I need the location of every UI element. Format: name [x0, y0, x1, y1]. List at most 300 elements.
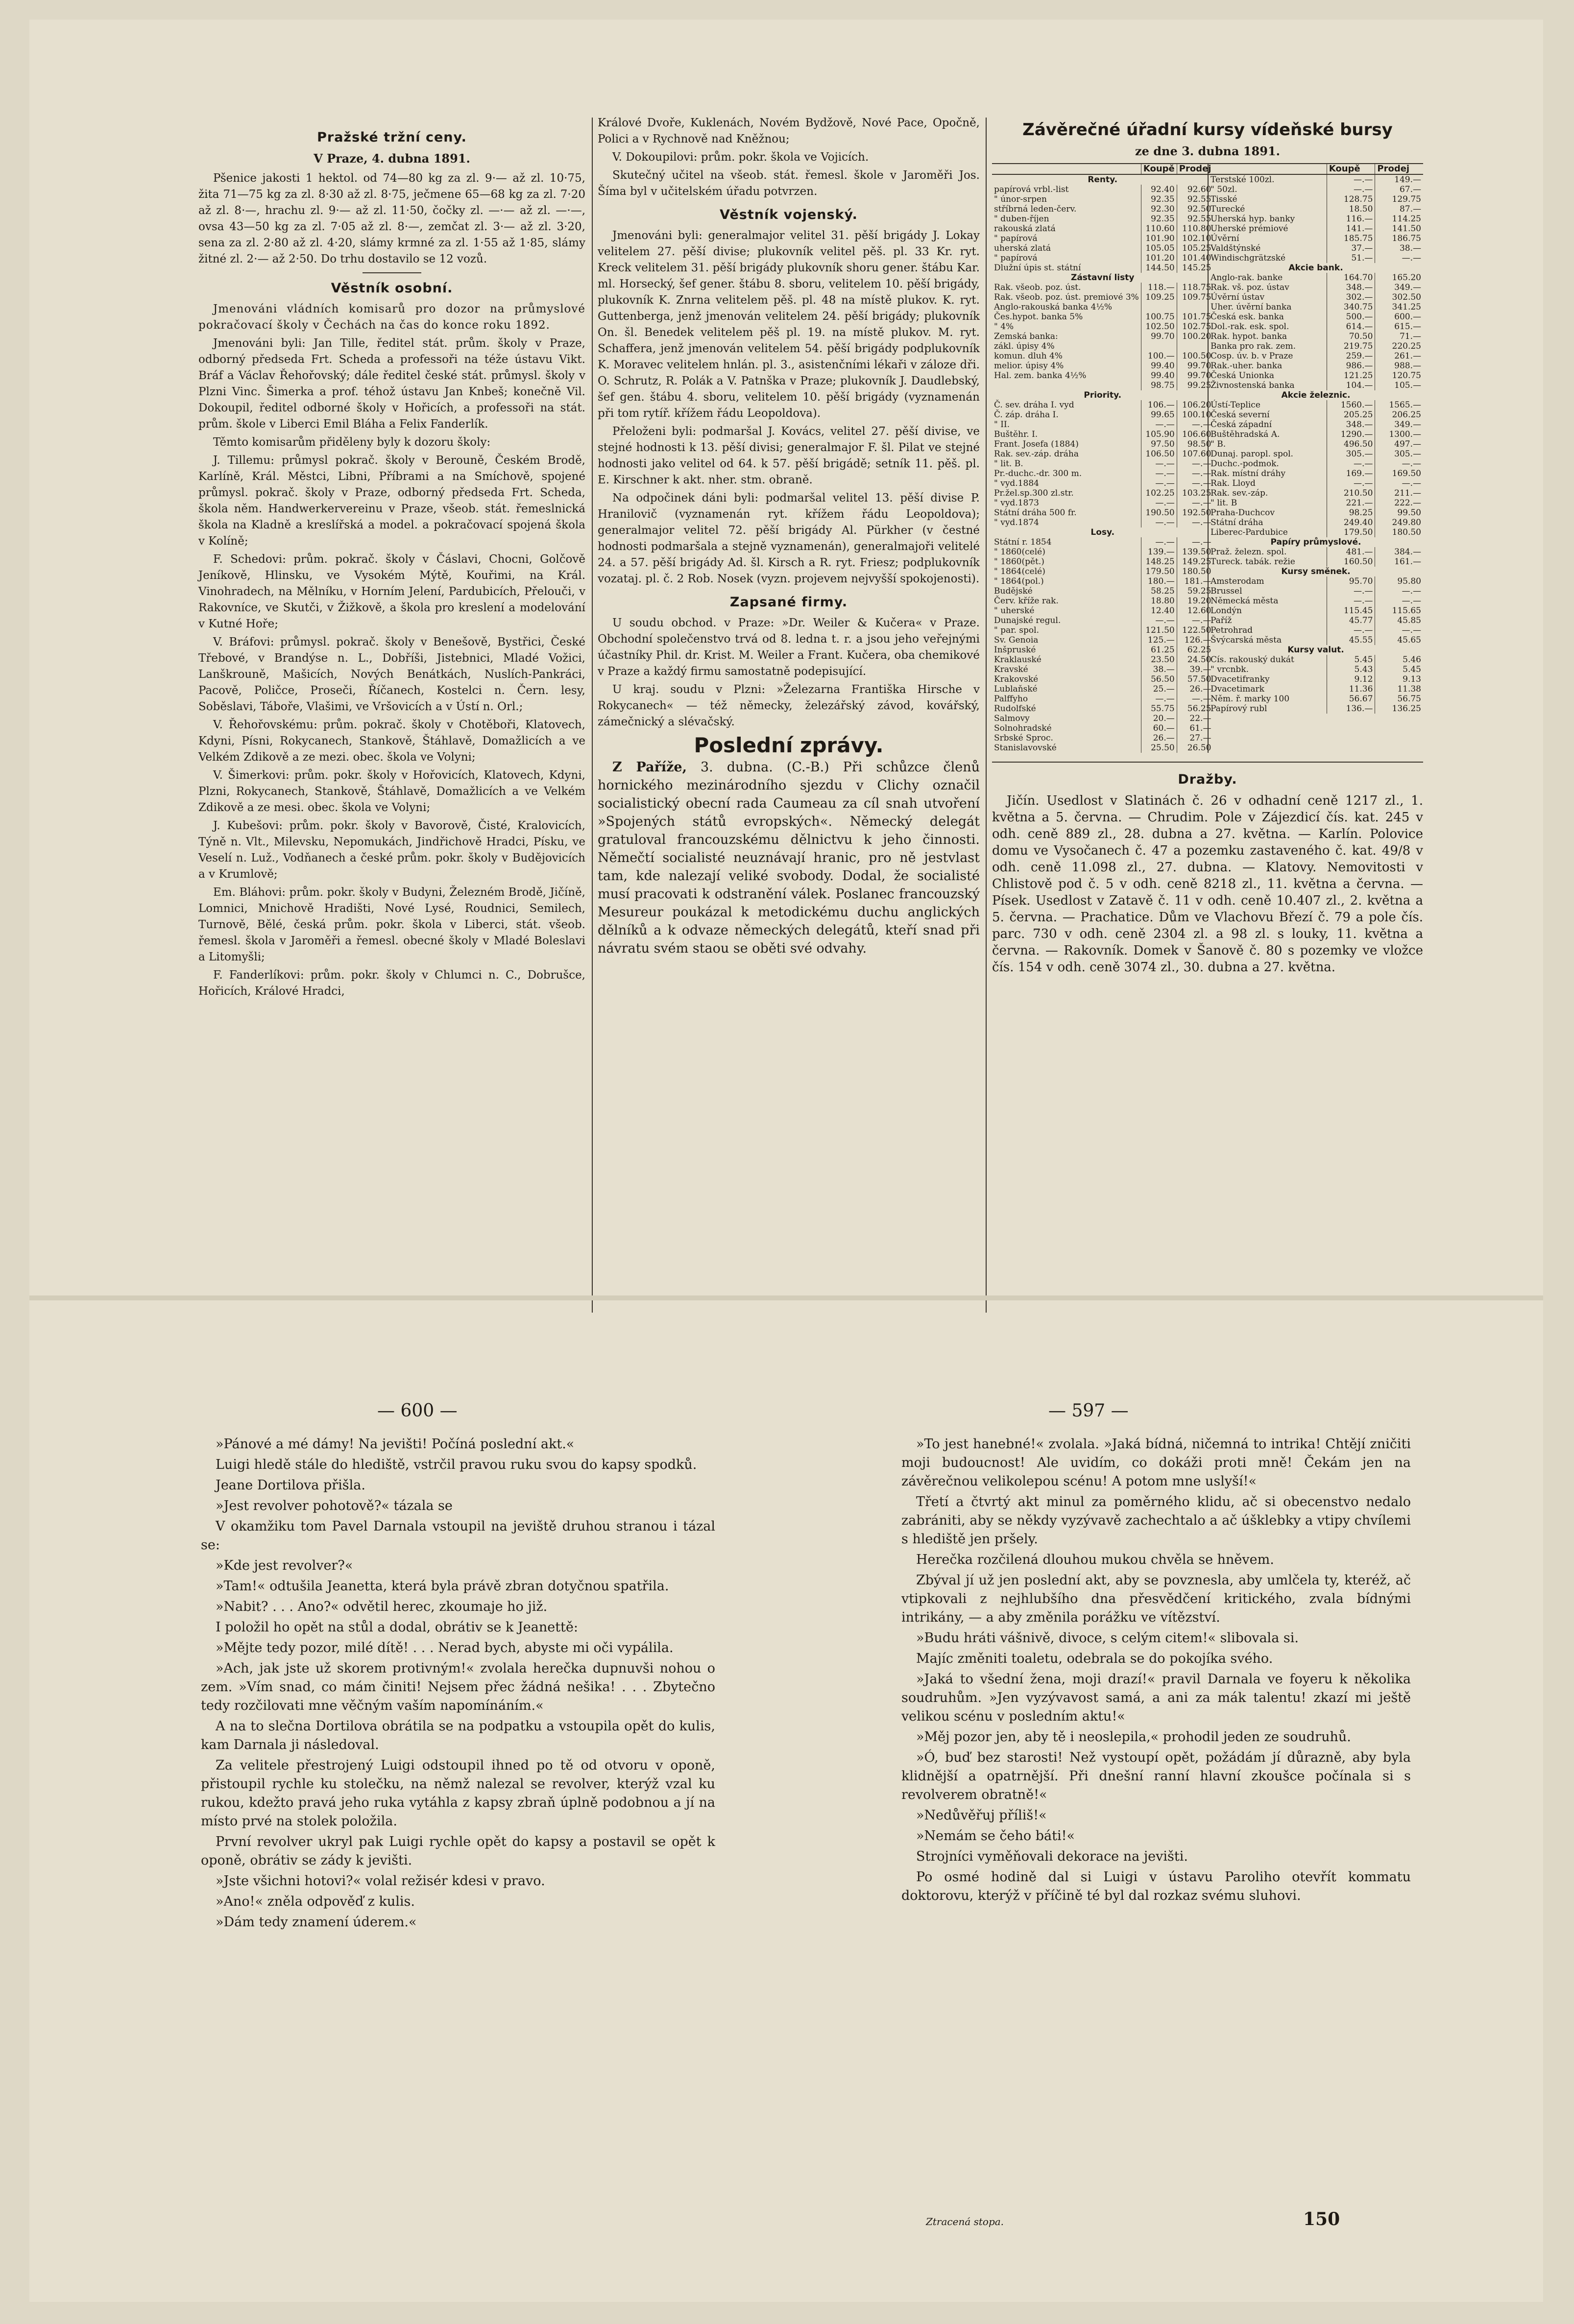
buy-cell: 70.50	[1327, 332, 1375, 341]
sell-cell: 105.25	[1177, 243, 1213, 253]
sell-cell: —.—	[1375, 253, 1423, 263]
name-cell: Stanislavovské	[994, 743, 1057, 753]
bourse-row	[1209, 292, 1423, 302]
buy-cell: 61.25	[1141, 645, 1177, 655]
bourse-row	[992, 449, 1213, 459]
bourse-row	[992, 292, 1213, 302]
bourse-row	[992, 283, 1213, 292]
bourse-row	[1209, 253, 1423, 263]
section-header: Papíry průmyslové.	[1270, 537, 1361, 547]
sell-cell: 56.25	[1177, 704, 1213, 714]
name-cell: Paříž	[1211, 616, 1232, 625]
section-header: Kursy směnek.	[1281, 567, 1351, 576]
name-cell: Rak. sev.-záp. dráha	[994, 449, 1079, 459]
name-cell: Živnostenská banka	[1211, 381, 1295, 390]
name-cell: Petrohrad	[1211, 625, 1253, 635]
bourse-row	[992, 714, 1213, 723]
sell-cell: 56.75	[1375, 694, 1423, 704]
sell-cell: 192.50	[1177, 508, 1213, 518]
bourse-row	[992, 243, 1213, 253]
buy-cell: 109.25	[1141, 292, 1177, 302]
name-cell: Česká západní	[1211, 420, 1272, 430]
bourse-row	[1209, 400, 1423, 410]
novel-paragraph: V okamžiku tom Pavel Darnala vstoupil na jeviště druhou stranou i tázal se:	[201, 1519, 715, 1553]
buy-cell: 25.—	[1141, 684, 1177, 694]
novel-paragraph: První revolver ukryl pak Luigi rychle opět do kapsy a postavil se opět k oponě, obrátiv se zády k jevišti.	[201, 1834, 715, 1868]
sell-cell: 249.80	[1375, 518, 1423, 527]
buy-cell: 98.25	[1327, 508, 1375, 518]
name-cell: Cís. rakouský dukát	[1211, 655, 1294, 665]
bourse-row	[1209, 655, 1423, 665]
sell-cell: 92.50	[1177, 204, 1213, 214]
bourse-row	[1209, 430, 1423, 439]
name-cell: Amsterodam	[1211, 576, 1264, 586]
sell-cell: 103.25	[1177, 488, 1213, 498]
posledni-lead: Z Paříže,	[612, 760, 687, 775]
sell-cell: 99.25	[1177, 381, 1213, 390]
buy-cell: 614.—	[1327, 322, 1375, 332]
bourse-row	[1209, 684, 1423, 694]
col-buy-header: Koupě	[1141, 164, 1177, 174]
name-cell: Uherská hyp. banky	[1211, 214, 1295, 224]
sell-cell: 988.—	[1375, 361, 1423, 371]
col-sell-header: Prodej	[1375, 164, 1423, 174]
name-cell: Papírový rubl	[1211, 704, 1267, 714]
sell-cell: 149.25	[1177, 557, 1213, 567]
buy-cell: 101.90	[1141, 234, 1177, 243]
buy-cell: 136.—	[1327, 704, 1375, 714]
sell-cell: 180.50	[1177, 567, 1213, 576]
bourse-row	[1209, 224, 1423, 234]
sell-cell: 26.—	[1177, 684, 1213, 694]
page-number-left: — 600 —	[377, 1401, 458, 1421]
buy-cell: 25.50	[1141, 743, 1177, 753]
name-cell: Praž. železn. spol.	[1211, 547, 1287, 557]
bourse-row	[1209, 547, 1423, 557]
buy-cell: 37.—	[1327, 243, 1375, 253]
sell-cell: —.—	[1177, 469, 1213, 479]
name-cell: " lit. B	[1211, 498, 1237, 508]
sell-cell: —.—	[1375, 479, 1423, 488]
name-cell: Terstské 100zl.	[1211, 175, 1275, 185]
name-cell: Dlužní úpis st. státní	[994, 263, 1081, 273]
col-sell-header: Prodej	[1177, 164, 1213, 174]
name-cell: " únor-srpen	[994, 194, 1047, 204]
sell-cell: 139.50	[1177, 547, 1213, 557]
name-cell: komun. dluh 4%	[994, 351, 1063, 361]
sell-cell: 9.13	[1375, 674, 1423, 684]
bourse-row	[1209, 214, 1423, 224]
bourse-row	[992, 527, 1213, 537]
name-cell: " duben-říjen	[994, 214, 1049, 224]
name-cell: papírová vrbl.-list	[994, 185, 1069, 194]
sell-cell: 169.50	[1375, 469, 1423, 479]
sell-cell: 59.25	[1177, 586, 1213, 596]
bourse-row	[1209, 665, 1423, 674]
buy-cell: 205.25	[1327, 410, 1375, 420]
sell-cell: 220.25	[1375, 341, 1423, 351]
buy-cell: 148.25	[1141, 557, 1177, 567]
name-cell: Sv. Genoia	[994, 635, 1039, 645]
bourse-row	[1209, 616, 1423, 625]
bourse-row	[992, 234, 1213, 243]
osobni-paragraph: F. Schedovi: prům. pokrač. školy v Čáslavi, Chocni, Golčově Jeníkově, Hlinsku, ve Vysokém Mýtě, Kouřimi, na Král. Vinohradech, na Mělníku, v Horním Jelení, Pardubicích, Přelouči, v Rakovníce, ve Skutči, v Žižkově, a škola pro kreslení a modelování v Kutné Hoře;	[198, 553, 585, 630]
bourse-row	[992, 743, 1213, 753]
name-cell: Česká esk. banka	[1211, 312, 1284, 322]
name-cell: Dvacetimark	[1211, 684, 1264, 694]
novel-paragraph: Majíc změniti toaletu, odebrala se do pokojíka svého.	[916, 1651, 1273, 1666]
name-cell: Uher. úvěrní banka	[1211, 302, 1292, 312]
bourse-row	[992, 420, 1213, 430]
bourse-row	[992, 665, 1213, 674]
bourse-row	[1209, 469, 1423, 479]
buy-cell: 139.—	[1141, 547, 1177, 557]
market-title: Pražské tržní ceny.	[317, 130, 467, 145]
continuation-paragraph: Skutečný učitel na všeob. stát. řemesl. škole v Jaroměři Jos. Šíma byl v učitelském úřadu potvrzen.	[598, 169, 980, 198]
buy-cell: 115.45	[1327, 606, 1375, 616]
sell-cell: 71.—	[1375, 332, 1423, 341]
buy-cell: —.—	[1141, 479, 1177, 488]
sell-cell: 211.—	[1375, 488, 1423, 498]
sell-cell: 19.20	[1177, 596, 1213, 606]
bourse-row	[992, 439, 1213, 449]
buy-cell: 106.50	[1141, 449, 1177, 459]
bourse-row	[1209, 508, 1423, 518]
name-cell: Pr.žel.sp.300 zl.str.	[994, 488, 1074, 498]
buy-cell: 45.55	[1327, 635, 1375, 645]
buy-cell: 98.75	[1141, 381, 1177, 390]
bourse-row	[1209, 341, 1423, 351]
bourse-row	[1209, 449, 1423, 459]
sell-cell: 600.—	[1375, 312, 1423, 322]
continuation-paragraph: Králové Dvoře, Kuklenách, Novém Bydžově, Nové Pace, Opočně, Polici a v Rychnově nad Kněžnou;	[598, 117, 980, 145]
buy-cell: 348.—	[1327, 283, 1375, 292]
bourse-row	[992, 204, 1213, 214]
novel-paragraph: Za velitele přestrojený Luigi odstoupil ihned po tě od otvoru v oponě, přistoupil rychle ku stolečku, na němž nalezal se revolver, kterýž vzal ku rukou, kdežto pravá jeho ruka vytáhla z kapsy zbraň úplně podobnou a jí na místo prvé na stolek položila.	[201, 1758, 715, 1829]
name-cell: " B.	[1211, 439, 1226, 449]
name-cell: Hal. zem. banka 4½%	[994, 371, 1087, 381]
name-cell: Dunajské regul.	[994, 616, 1061, 625]
buy-cell: 92.40	[1141, 185, 1177, 194]
buy-cell: —.—	[1141, 537, 1177, 547]
sell-cell: 136.25	[1375, 704, 1423, 714]
sell-cell: 24.50	[1177, 655, 1213, 665]
name-cell: Dvacetifranky	[1211, 674, 1270, 684]
novel-left	[201, 1435, 715, 1934]
name-cell: " papírová	[994, 253, 1038, 263]
bourse-row	[992, 332, 1213, 341]
bourse-row	[1209, 527, 1423, 537]
name-cell: Rak. hypot. banka	[1211, 332, 1287, 341]
name-cell: " II.	[994, 420, 1010, 430]
sell-cell: 161.—	[1375, 557, 1423, 567]
buy-cell: 340.75	[1327, 302, 1375, 312]
newspaper-page	[29, 20, 1543, 2302]
section-header: Akcie bank.	[1288, 263, 1343, 273]
name-cell: Liberec-Pardubice	[1211, 527, 1288, 537]
divider	[992, 762, 1423, 763]
sell-cell: 149.—	[1375, 174, 1423, 185]
bourse-row	[992, 567, 1213, 576]
posledni-paragraph	[598, 758, 980, 958]
buy-cell: 100.75	[1141, 312, 1177, 322]
bourse-row	[1209, 204, 1423, 214]
buy-cell: 55.75	[1141, 704, 1177, 714]
buy-cell: 99.65	[1141, 410, 1177, 420]
sell-cell: 180.50	[1375, 527, 1423, 537]
bourse-row	[992, 410, 1213, 420]
buy-cell: 100.—	[1141, 351, 1177, 361]
vojensky-paragraph: Na odpočinek dáni byli: podmaršal velitel 13. pěší divise P. Hranilovič (vyznamenán ryt. křížem řádu Leopoldova); generalmajor velitel 72. pěší brigády Al. Pürkher (v čestné hodnosti podmaršala a stejně vyznamenán), generalmajoři velitelé 24. a 57. pěší brigády Ad. šl. Kirsch a R. ryt. Friesz; podplukovník vozataj. pl. č. 2 Rob. Nosek (vyzn. projevem nejvyšší spokojenosti).	[598, 492, 980, 585]
sell-cell: 61.—	[1177, 723, 1213, 733]
osobni-paragraph: V. Řehořovskému: prům. pokrač. školy v Chotěboři, Klatovech, Kdyni, Písni, Rokycanech, Stankově, Štáhlavě, Domažlicích a ve Velkém Zdikově a ze mezi. obec. škola ve Volyni;	[198, 719, 585, 764]
buy-cell: —.—	[1141, 420, 1177, 430]
buy-cell: —.—	[1327, 185, 1375, 194]
buy-cell: 11.36	[1327, 684, 1375, 694]
sell-cell: 102.75	[1177, 322, 1213, 332]
bourse-row	[992, 361, 1213, 371]
novel-paragraph: Jeane Dortilova přišla.	[216, 1478, 365, 1493]
name-cell: Frant. Josefa (1884)	[994, 439, 1079, 449]
bourse-row	[992, 616, 1213, 625]
buy-cell: 128.75	[1327, 194, 1375, 204]
sell-cell: —.—	[1177, 498, 1213, 508]
bourse-row	[992, 586, 1213, 596]
firmy-title: Zapsané firmy.	[729, 595, 848, 610]
buy-cell: 101.20	[1141, 253, 1177, 263]
buy-cell: 92.30	[1141, 204, 1177, 214]
name-cell: Státní dráha	[1211, 518, 1263, 527]
novel-paragraph: »Ach, jak jste už skorem protivným!« zvolala herečka dupnuvši nohou o zem. »Vím snad, co mám činiti! Nejsem přec žádná nešika! . . . Zbytečno tedy rozčilovati mne věčným vaším napomínáním.«	[201, 1661, 715, 1713]
name-cell: Rak. všeob. poz. úst. premiové 3%	[994, 292, 1139, 302]
sell-cell: 1565.—	[1375, 400, 1423, 410]
sell-cell: 11.38	[1375, 684, 1423, 694]
buy-cell: 259.—	[1327, 351, 1375, 361]
bourse-row	[1209, 332, 1423, 341]
name-cell: Ústí-Teplice	[1211, 400, 1260, 410]
bourse-row	[992, 381, 1213, 390]
name-cell: " uherské	[994, 606, 1035, 616]
sell-cell: 305.—	[1375, 449, 1423, 459]
posledni-title: Poslední zprávy.	[694, 733, 884, 757]
bourse-row	[1209, 479, 1423, 488]
bourse-row	[1209, 302, 1423, 312]
market-dateline: V Praze, 4. dubna 1891.	[314, 151, 470, 166]
posledni-text: 3. dubna. (C.-B.) Při schůzce členů hornického mezinárodního sjezdu v Clichy označil socialistický obecní rada Caumeau za cíl snah utvoření »Spojených států evropských«. Německý delegát gratuloval francouzskému dělnictvu k jeho činnosti. Němečtí socialisté neuznávají hranic, pro ně jestvlast tam, kde nalezají veliké svobody. Dodal, že socialisté musí pracovati k odstranění válek. Poslanec francouzský Mesureur poukázal k metodickému duchu anglických dělníků a k odvaze německých delegátů, kteří snad při návratu svém staou se oběti své odvahy.	[598, 760, 980, 956]
buy-cell: 1560.—	[1327, 400, 1375, 410]
novel-paragraph: »Budu hráti vášnivě, divoce, s celým citem!« slibovala si.	[916, 1630, 1299, 1646]
buy-cell: 110.60	[1141, 224, 1177, 234]
sell-cell: —.—	[1177, 420, 1213, 430]
sell-cell: 92.55	[1177, 194, 1213, 204]
buy-cell: 5.45	[1327, 655, 1375, 665]
continuation-paragraph: V. Dokoupilovi: prům. pokr. škola ve Vojicích.	[612, 151, 869, 164]
page-number-right: — 597 —	[1048, 1401, 1129, 1421]
buy-cell: 12.40	[1141, 606, 1177, 616]
buy-cell: 105.05	[1141, 243, 1177, 253]
novel-footer	[926, 2214, 1367, 2230]
sell-cell: 22.—	[1177, 714, 1213, 723]
sell-cell: —.—	[1177, 616, 1213, 625]
bourse-row	[1209, 243, 1423, 253]
name-cell: " 1860(pět.)	[994, 557, 1044, 567]
bourse-row	[992, 430, 1213, 439]
sell-cell: 261.—	[1375, 351, 1423, 361]
footer-title: Ztracená stopa.	[926, 2216, 1004, 2228]
bourse-row	[992, 390, 1213, 400]
bourse-row	[1209, 625, 1423, 635]
name-cell: rakouská zlatá	[994, 224, 1056, 234]
sell-cell: 165.20	[1375, 273, 1423, 283]
bourse-row	[992, 322, 1213, 332]
bourse-row	[1209, 498, 1423, 508]
sell-cell: 101.75	[1177, 312, 1213, 322]
bourse-row	[992, 194, 1213, 204]
buy-cell: 56.50	[1141, 674, 1177, 684]
sell-cell: 120.75	[1375, 371, 1423, 381]
buy-cell: —.—	[1327, 586, 1375, 596]
section-header: Zástavní listy	[1071, 273, 1135, 283]
sell-cell: 67.—	[1375, 185, 1423, 194]
novel-paragraph: »Mějte tedy pozor, milé dítě! . . . Nerad bych, abyste mi oči vypálila.	[216, 1640, 674, 1655]
name-cell: Brussel	[1211, 586, 1242, 596]
sell-cell: —.—	[1177, 537, 1213, 547]
sell-cell: 101.40	[1177, 253, 1213, 263]
sell-cell: 102.10	[1177, 234, 1213, 243]
bourse-row	[992, 704, 1213, 714]
name-cell: Banka pro rak. zem.	[1211, 341, 1296, 351]
sell-cell: 186.75	[1375, 234, 1423, 243]
bourse-row	[992, 273, 1213, 283]
col-name-header	[992, 164, 1141, 174]
novel-paragraph: »Pánové a mé dámy! Na jevišti! Počíná poslední akt.«	[216, 1437, 575, 1452]
sell-cell: 26.50	[1177, 743, 1213, 753]
osobni-paragraph: Em. Bláhovi: prům. pokr. školy v Budyni, Železném Brodě, Jičíně, Lomnici, Mnichově Hradišti, Nové Lysé, Roudnici, Semilech, Turnově, Bělé, česká prům. pokr. škola v Liberci, stát. všeob. řemesl. škola v Jaroměři a řemesl. obecné školy v Mladé Boleslavi a Litomyšli;	[198, 886, 585, 963]
sell-cell: 106.60	[1177, 430, 1213, 439]
name-cell: " papírová	[994, 234, 1038, 243]
bourse-row	[1209, 674, 1423, 684]
name-cell: Rak. sev.-záp.	[1211, 488, 1268, 498]
sell-cell: 206.25	[1375, 410, 1423, 420]
sell-cell: 110.80	[1177, 224, 1213, 234]
buy-cell: 99.70	[1141, 332, 1177, 341]
sell-cell: 87.—	[1375, 204, 1423, 214]
bourse-row	[992, 224, 1213, 234]
section-header: Akcie železnic.	[1281, 390, 1351, 400]
name-cell: Červ. kříže rak.	[994, 596, 1059, 606]
sell-cell: —.—	[1375, 596, 1423, 606]
sell-cell: 57.50	[1177, 674, 1213, 684]
sell-cell: 114.25	[1375, 214, 1423, 224]
bourse-row	[992, 723, 1213, 733]
bourse-row	[992, 371, 1213, 381]
sell-cell: 145.25	[1177, 263, 1213, 273]
novel-right	[901, 1435, 1411, 1907]
vojensky-title: Věstník vojenský.	[720, 207, 858, 222]
name-cell: Státní r. 1854	[994, 537, 1052, 547]
sell-cell: 27.—	[1177, 733, 1213, 743]
osobni-paragraph: J. Tillemu: průmysl pokrač. školy v Berouně, Českém Brodě, Karlíně, Král. Městci, Libni, Příbrami a na Smíchově, spojené průmysl. pokrač. školy v Praze, odborný předseda Frt. Scheda, škola něm. Handwerkervereinu v Praze, všeob. stát. řemeslnická škola na Kladně a kreslířská a model. a pokračovací spojená škola v Kolíně;	[198, 454, 585, 548]
novel-paragraph: »Nemám se čeho báti!«	[916, 1828, 1075, 1844]
name-cell: Kravské	[994, 665, 1028, 674]
name-cell: uherská zlatá	[994, 243, 1051, 253]
buy-cell: 26.—	[1141, 733, 1177, 743]
sell-cell: 1300.—	[1375, 430, 1423, 439]
osobni-paragraph: F. Fanderlíkovi: prům. pokr. školy v Chlumci n. C., Dobrušce, Hořicích, Králové Hradci,	[198, 969, 585, 998]
name-cell: Č. záp. dráha I.	[994, 410, 1059, 420]
name-cell: Palffyho	[994, 694, 1028, 704]
bourse-row	[992, 625, 1213, 635]
bourse-row	[992, 694, 1213, 704]
name-cell: " vyd.1874	[994, 518, 1039, 527]
name-cell: Dunaj. paropl. spol.	[1211, 449, 1293, 459]
bourse-row	[992, 351, 1213, 361]
bourse-row	[992, 684, 1213, 694]
name-cell: Anglo-rakouská banka 4½%	[994, 302, 1113, 312]
sell-cell: 141.50	[1375, 224, 1423, 234]
bourse-row	[992, 400, 1213, 410]
bourse-row	[1209, 635, 1423, 645]
name-cell: melior. úpisy 4%	[994, 361, 1064, 371]
bourse-table-right	[1209, 163, 1423, 714]
sell-cell: 98.50	[1177, 439, 1213, 449]
sell-cell: 5.46	[1375, 655, 1423, 665]
name-cell: stříbrná leden-červ.	[994, 204, 1077, 214]
name-cell: Budějské	[994, 586, 1033, 596]
sell-cell: —.—	[1375, 625, 1423, 635]
novel-paragraph: »Ó, buď bez starosti! Než vystoupí opět, požádám jí důrazně, aby byla klidnější a opatrnější. Při dnešní ranní hlavní zkoušce počínala si s revolverem obratně!«	[901, 1750, 1411, 1802]
buy-cell: —.—	[1141, 498, 1177, 508]
page-fold	[29, 1295, 1543, 1300]
name-cell: Valdštýnské	[1211, 243, 1261, 253]
novel-paragraph: »Nedůvěřuj příliš!«	[916, 1808, 1047, 1823]
name-cell: zákl. úpisy 4%	[994, 341, 1055, 351]
novel-paragraph: A na to slečna Dortilova obrátila se na podpatku a vstoupila opět do kulis, kam Darnala ji následoval.	[201, 1719, 715, 1752]
novel-paragraph: »Ano!« zněla odpověď z kulis.	[216, 1894, 415, 1909]
name-cell: Buštěhr. I.	[994, 430, 1038, 439]
bourse-row	[1209, 537, 1423, 547]
name-cell: " 1864(celé)	[994, 567, 1045, 576]
buy-cell	[1141, 341, 1177, 351]
novel-paragraph: Herečka rozčilená dlouhou mukou chvěla se hněvem.	[916, 1552, 1274, 1567]
name-cell: Inšpruské	[994, 645, 1036, 655]
buy-cell: 18.80	[1141, 596, 1177, 606]
buy-cell: 99.40	[1141, 361, 1177, 371]
firmy-paragraph: U kraj. soudu v Plzni: »Železarna Františka Hirsche v Rokycanech« — též německy, železářský závod, kovářský, zámečnický a slévačský.	[598, 683, 980, 728]
sell-cell: 92.55	[1177, 214, 1213, 224]
name-cell: Státní dráha 500 fr.	[994, 508, 1077, 518]
buy-cell: 141.—	[1327, 224, 1375, 234]
bourse-row	[992, 508, 1213, 518]
sell-cell: —.—	[1177, 518, 1213, 527]
bourse-row	[1209, 234, 1423, 243]
buy-cell: —.—	[1141, 518, 1177, 527]
sell-cell: 107.60	[1177, 449, 1213, 459]
name-cell: Tisské	[1211, 194, 1237, 204]
novel-paragraph: Strojníci vyměňovali dekorace na jevišti.	[916, 1849, 1188, 1864]
name-cell: Londýn	[1211, 606, 1242, 616]
name-cell: Srbské Sproc.	[994, 733, 1053, 743]
bourse-row	[992, 214, 1213, 224]
name-cell: Duchc.-podmok.	[1211, 459, 1279, 469]
sell-cell: 384.—	[1375, 547, 1423, 557]
column-rule	[592, 118, 593, 1313]
buy-cell: —.—	[1327, 479, 1375, 488]
sell-cell: —.—	[1177, 694, 1213, 704]
name-cell: Windischgrätzské	[1211, 253, 1286, 263]
sell-cell: 122.50	[1177, 625, 1213, 635]
name-cell: " lit. B.	[994, 459, 1023, 469]
